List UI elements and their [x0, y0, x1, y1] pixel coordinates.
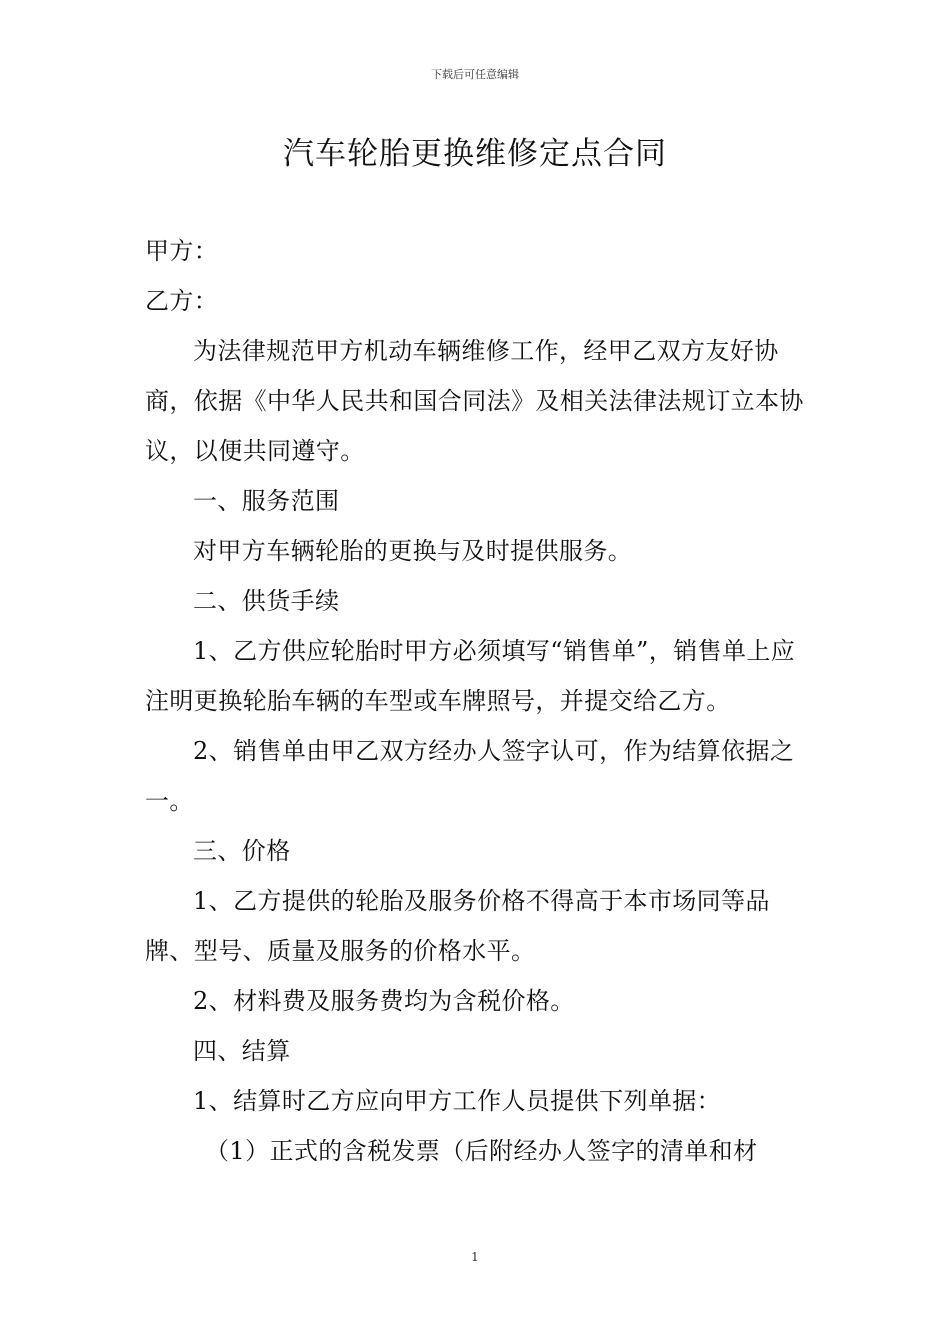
section-item: 1、结算时乙方应向甲方工作人员提供下列单据： [193, 1087, 722, 1115]
section-subitem: （1）正式的含税发票（后附经办人签字的清单和材 [205, 1137, 758, 1165]
intro-paragraph: 为法律规范甲方机动车辆维修工作，经甲乙双方友好协商，依据《中华人民共和国合同法》及相关法律法规订立本协议，以便共同遵守。 [145, 337, 804, 465]
section-heading-service-scope: 一、服务范围 [193, 487, 340, 515]
document-body [145, 226, 807, 1176]
section-item: 2、材料费及服务费均为含税价格。 [193, 987, 575, 1015]
document-title: 汽车轮胎更换维修定点合同 [283, 136, 667, 172]
page-number: 1 [471, 1250, 479, 1264]
party-b-line: 乙方： [145, 287, 219, 315]
header-note: 下载后可任意编辑 [431, 68, 519, 81]
section-item: 2、销售单由甲乙双方经办人签字认可，作为结算依据之一。 [145, 737, 795, 815]
party-a-line: 甲方： [145, 237, 219, 265]
section-item: 1、乙方提供的轮胎及服务价格不得高于本市场同等品牌、型号、质量及服务的价格水平。 [145, 887, 770, 965]
section-heading-settlement: 四、结算 [193, 1037, 291, 1065]
section-heading-supply-procedure: 二、供货手续 [193, 587, 340, 615]
section-item: 对甲方车辆轮胎的更换与及时提供服务。 [193, 537, 633, 565]
section-item: 1、乙方供应轮胎时甲方必须填写“销售单”，销售单上应注明更换轮胎车辆的车型或车牌照号，并提交给乙方。 [145, 637, 796, 715]
section-heading-price: 三、价格 [193, 837, 291, 865]
